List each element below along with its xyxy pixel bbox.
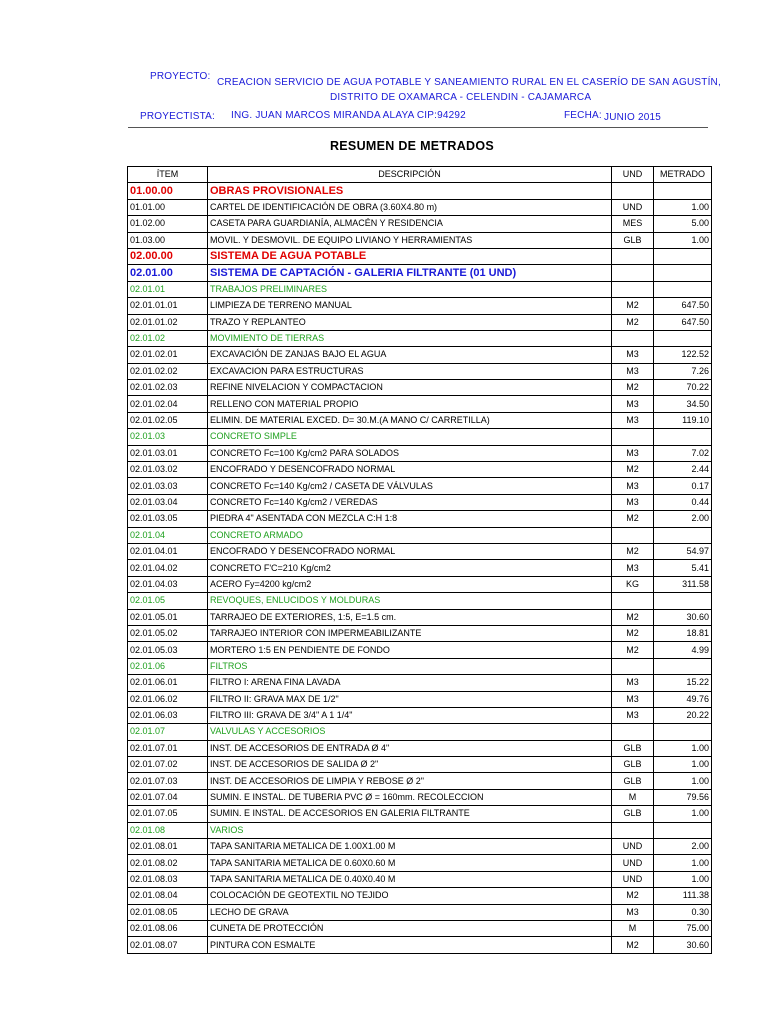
table-row	[128, 675, 712, 691]
cell-und: M3	[612, 445, 654, 461]
cell-item: 02.01.04.02	[128, 560, 208, 576]
cell-item: 02.01.05.01	[128, 609, 208, 625]
cell-descripcion: SISTEMA DE AGUA POTABLE	[208, 248, 612, 264]
table-row	[128, 691, 712, 707]
table-row	[128, 281, 712, 297]
cell-item: 02.01.03	[128, 429, 208, 445]
table-row	[128, 478, 712, 494]
cell-und	[612, 822, 654, 838]
cell-item: 02.01.04.01	[128, 543, 208, 559]
cell-item: 02.01.03.01	[128, 445, 208, 461]
table-row	[128, 937, 712, 953]
cell-item: 02.01.06	[128, 658, 208, 674]
cell-descripcion: FILTRO III: GRAVA DE 3/4" A 1 1/4"	[208, 707, 612, 723]
table-row	[128, 494, 712, 510]
table-row	[128, 232, 712, 248]
cell-descripcion: SISTEMA DE CAPTACIÓN - GALERIA FILTRANTE (01 UND)	[208, 265, 612, 281]
cell-und: M	[612, 920, 654, 936]
table-row	[128, 920, 712, 936]
cell-item: 02.01.05.03	[128, 642, 208, 658]
cell-metrado: 30.60	[654, 609, 712, 625]
cell-metrado	[654, 527, 712, 543]
cell-descripcion: RELLENO CON MATERIAL PROPIO	[208, 396, 612, 412]
table-row	[128, 625, 712, 641]
cell-item: 02.01.07.05	[128, 806, 208, 822]
cell-descripcion: REVOQUES, ENLUCIDOS Y MOLDURAS	[208, 593, 612, 609]
cell-und	[612, 248, 654, 264]
cell-metrado: 1.00	[654, 740, 712, 756]
cell-und	[612, 658, 654, 674]
table-row	[128, 806, 712, 822]
header-divider	[128, 127, 708, 128]
cell-metrado: 20.22	[654, 707, 712, 723]
cell-item: 01.02.00	[128, 216, 208, 232]
cell-und: GLB	[612, 232, 654, 248]
cell-item: 02.01.01.01	[128, 298, 208, 314]
cell-metrado: 54.97	[654, 543, 712, 559]
cell-descripcion: INST. DE ACCESORIOS DE SALIDA Ø 2"	[208, 757, 612, 773]
cell-metrado	[654, 265, 712, 281]
cell-und: M2	[612, 511, 654, 527]
cell-und: M2	[612, 380, 654, 396]
fecha-label: FECHA:	[564, 110, 602, 121]
cell-descripcion: CASETA PARA GUARDIANÍA, ALMACÉN Y RESIDENCIA	[208, 216, 612, 232]
table-row	[128, 593, 712, 609]
cell-item: 01.00.00	[128, 183, 208, 199]
cell-und: GLB	[612, 773, 654, 789]
cell-item: 02.01.08.07	[128, 937, 208, 953]
cell-item: 02.01.02.02	[128, 363, 208, 379]
cell-descripcion: TARRAJEO DE EXTERIORES, 1:5, E=1.5 cm.	[208, 609, 612, 625]
cell-und: M2	[612, 462, 654, 478]
table-row	[128, 839, 712, 855]
cell-metrado: 111.38	[654, 888, 712, 904]
cell-und: M3	[612, 412, 654, 428]
cell-metrado: 647.50	[654, 314, 712, 330]
cell-und: UND	[612, 871, 654, 887]
table-row	[128, 707, 712, 723]
cell-descripcion: EXCAVACIÓN DE ZANJAS BAJO EL AGUA	[208, 347, 612, 363]
column-header-item: ÍTEM	[128, 167, 208, 183]
proyectista-label: PROYECTISTA:	[140, 111, 216, 122]
cell-descripcion: ELIMIN. DE MATERIAL EXCED. D= 30.M.(A MANO C/ CARRETILLA)	[208, 412, 612, 428]
cell-item: 02.01.08.02	[128, 855, 208, 871]
column-header-und: UND	[612, 167, 654, 183]
cell-metrado: 1.00	[654, 773, 712, 789]
cell-metrado: 75.00	[654, 920, 712, 936]
table-row	[128, 724, 712, 740]
cell-und: M2	[612, 625, 654, 641]
table-row	[128, 527, 712, 543]
table-row	[128, 822, 712, 838]
cell-und: M3	[612, 707, 654, 723]
cell-und: M	[612, 789, 654, 805]
cell-item: 02.01.08.04	[128, 888, 208, 904]
cell-item: 02.01.06.02	[128, 691, 208, 707]
table-row	[128, 773, 712, 789]
table-row	[128, 789, 712, 805]
cell-metrado: 1.00	[654, 757, 712, 773]
cell-item: 02.01.01	[128, 281, 208, 297]
cell-descripcion: REFINE NIVELACION Y COMPACTACION	[208, 380, 612, 396]
cell-metrado: 311.58	[654, 576, 712, 592]
cell-descripcion: PIEDRA 4" ASENTADA CON MEZCLA C:H 1:8	[208, 511, 612, 527]
cell-und: MES	[612, 216, 654, 232]
cell-item: 02.01.08.06	[128, 920, 208, 936]
cell-metrado: 7.02	[654, 445, 712, 461]
cell-und: UND	[612, 855, 654, 871]
cell-item: 02.01.07.01	[128, 740, 208, 756]
document-title: RESUMEN DE METRADOS	[329, 139, 495, 153]
cell-metrado: 15.22	[654, 675, 712, 691]
cell-metrado: 0.17	[654, 478, 712, 494]
cell-und	[612, 593, 654, 609]
table-row	[128, 265, 712, 281]
cell-descripcion: ACERO Fy=4200 kg/cm2	[208, 576, 612, 592]
cell-metrado: 647.50	[654, 298, 712, 314]
cell-und: KG	[612, 576, 654, 592]
cell-metrado: 1.00	[654, 871, 712, 887]
cell-und: M2	[612, 298, 654, 314]
cell-und: M2	[612, 314, 654, 330]
table-row	[128, 412, 712, 428]
cell-descripcion: TRABAJOS PRELIMINARES	[208, 281, 612, 297]
cell-und: M3	[612, 675, 654, 691]
cell-item: 02.01.06.03	[128, 707, 208, 723]
cell-metrado: 30.60	[654, 937, 712, 953]
cell-metrado: 1.00	[654, 232, 712, 248]
table-row	[128, 216, 712, 232]
cell-und: GLB	[612, 740, 654, 756]
table-row	[128, 642, 712, 658]
cell-und	[612, 330, 654, 346]
cell-descripcion: CONCRETO SIMPLE	[208, 429, 612, 445]
cell-descripcion: EXCAVACION PARA ESTRUCTURAS	[208, 363, 612, 379]
cell-item: 02.01.07.04	[128, 789, 208, 805]
cell-item: 02.01.02	[128, 330, 208, 346]
cell-descripcion: SUMIN. E INSTAL. DE TUBERIA PVC Ø = 160mm. RECOLECCION	[208, 789, 612, 805]
cell-item: 02.01.04	[128, 527, 208, 543]
cell-und: M3	[612, 904, 654, 920]
cell-descripcion: FILTROS	[208, 658, 612, 674]
cell-metrado	[654, 429, 712, 445]
cell-und: M2	[612, 609, 654, 625]
table-row	[128, 429, 712, 445]
cell-item: 02.01.08	[128, 822, 208, 838]
cell-descripcion: CONCRETO ARMADO	[208, 527, 612, 543]
cell-und	[612, 429, 654, 445]
table-row	[128, 576, 712, 592]
cell-und: M3	[612, 363, 654, 379]
table-row	[128, 462, 712, 478]
cell-descripcion: LIMPIEZA DE TERRENO MANUAL	[208, 298, 612, 314]
cell-descripcion: MOVIL. Y DESMOVIL. DE EQUIPO LIVIANO Y HERRAMIENTAS	[208, 232, 612, 248]
cell-metrado: 122.52	[654, 347, 712, 363]
cell-metrado: 34.50	[654, 396, 712, 412]
cell-item: 02.01.02.03	[128, 380, 208, 396]
cell-und	[612, 281, 654, 297]
cell-descripcion: CONCRETO Fc=140 Kg/cm2 / CASETA DE VÁLVULAS	[208, 478, 612, 494]
cell-descripcion: MORTERO 1:5 EN PENDIENTE DE FONDO	[208, 642, 612, 658]
cell-metrado: 5.00	[654, 216, 712, 232]
cell-descripcion: SUMIN. E INSTAL. DE ACCESORIOS EN GALERIA FILTRANTE	[208, 806, 612, 822]
cell-item: 02.01.01.02	[128, 314, 208, 330]
cell-descripcion: TAPA SANITARIA METALICA DE 1.00X1.00 M	[208, 839, 612, 855]
cell-item: 02.01.08.01	[128, 839, 208, 855]
table-body	[128, 183, 712, 953]
cell-descripcion: TRAZO Y REPLANTEO	[208, 314, 612, 330]
cell-metrado: 7.26	[654, 363, 712, 379]
cell-metrado: 18.81	[654, 625, 712, 641]
cell-und: M3	[612, 347, 654, 363]
table-row	[128, 363, 712, 379]
table-row	[128, 740, 712, 756]
proyecto-label: PROYECTO:	[150, 71, 211, 82]
cell-descripcion: FILTRO I: ARENA FINA LAVADA	[208, 675, 612, 691]
cell-descripcion: VALVULAS Y ACCESORIOS	[208, 724, 612, 740]
cell-metrado	[654, 330, 712, 346]
table-row	[128, 248, 712, 264]
cell-metrado	[654, 183, 712, 199]
cell-und: UND	[612, 199, 654, 215]
cell-und: M3	[612, 478, 654, 494]
table-row	[128, 314, 712, 330]
cell-metrado	[654, 593, 712, 609]
cell-und: M3	[612, 560, 654, 576]
cell-metrado: 1.00	[654, 806, 712, 822]
table-row	[128, 871, 712, 887]
cell-item: 02.01.03.02	[128, 462, 208, 478]
table-row	[128, 560, 712, 576]
table-row	[128, 855, 712, 871]
cell-descripcion: CONCRETO Fc=100 Kg/cm2 PARA SOLADOS	[208, 445, 612, 461]
cell-item: 02.01.02.04	[128, 396, 208, 412]
cell-metrado	[654, 658, 712, 674]
cell-descripcion: CUNETA DE PROTECCIÓN	[208, 920, 612, 936]
table-row	[128, 330, 712, 346]
table-row	[128, 888, 712, 904]
column-header-metrado: METRADO	[654, 167, 712, 183]
cell-item: 02.01.02.01	[128, 347, 208, 363]
cell-und	[612, 183, 654, 199]
cell-item: 01.03.00	[128, 232, 208, 248]
cell-item: 02.01.04.03	[128, 576, 208, 592]
cell-und	[612, 265, 654, 281]
cell-item: 02.01.02.05	[128, 412, 208, 428]
cell-descripcion: INST. DE ACCESORIOS DE ENTRADA Ø 4"	[208, 740, 612, 756]
cell-descripcion: CONCRETO Fc=140 Kg/cm2 / VEREDAS	[208, 494, 612, 510]
cell-item: 02.01.05.02	[128, 625, 208, 641]
cell-descripcion: ENCOFRADO Y DESENCOFRADO NORMAL	[208, 543, 612, 559]
cell-und: M3	[612, 691, 654, 707]
cell-item: 01.01.00	[128, 199, 208, 215]
proyecto-line2: DISTRITO DE OXAMARCA - CELENDIN - CAJAMARCA	[330, 92, 592, 103]
cell-item: 02.01.08.03	[128, 871, 208, 887]
cell-descripcion: MOVIMIENTO DE TIERRAS	[208, 330, 612, 346]
cell-metrado: 5.41	[654, 560, 712, 576]
cell-item: 02.01.07.02	[128, 757, 208, 773]
cell-descripcion: PINTURA CON ESMALTE	[208, 937, 612, 953]
cell-descripcion: ENCOFRADO Y DESENCOFRADO NORMAL	[208, 462, 612, 478]
cell-descripcion: INST. DE ACCESORIOS DE LIMPIA Y REBOSE Ø 2"	[208, 773, 612, 789]
cell-item: 02.01.03.04	[128, 494, 208, 510]
table-row	[128, 445, 712, 461]
cell-metrado	[654, 724, 712, 740]
cell-und	[612, 724, 654, 740]
table-row	[128, 380, 712, 396]
cell-metrado: 0.44	[654, 494, 712, 510]
cell-item: 02.01.06.01	[128, 675, 208, 691]
cell-descripcion: TAPA SANITARIA METALICA DE 0.60X0.60 M	[208, 855, 612, 871]
column-header-descripcion: DESCRIPCIÓN	[208, 167, 612, 183]
cell-und: M2	[612, 543, 654, 559]
proyectista-value: ING. JUAN MARCOS MIRANDA ALAYA CIP:94292	[231, 110, 466, 121]
cell-metrado	[654, 822, 712, 838]
fecha-value: JUNIO 2015	[604, 112, 662, 123]
cell-descripcion: CONCRETO F'C=210 Kg/cm2	[208, 560, 612, 576]
cell-descripcion: FILTRO II: GRAVA MAX DE 1/2"	[208, 691, 612, 707]
cell-und: GLB	[612, 757, 654, 773]
table-row	[128, 347, 712, 363]
cell-und: M3	[612, 494, 654, 510]
cell-item: 02.01.08.05	[128, 904, 208, 920]
cell-descripcion: OBRAS PROVISIONALES	[208, 183, 612, 199]
table-header-row	[128, 167, 712, 183]
proyecto-line1: CREACION SERVICIO DE AGUA POTABLE Y SANEAMIENTO RURAL EN EL CASERÍO DE SAN AGUSTÍN,	[217, 77, 721, 88]
cell-metrado: 119.10	[654, 412, 712, 428]
metrados-table	[127, 166, 712, 954]
cell-metrado: 1.00	[654, 199, 712, 215]
cell-und: M2	[612, 937, 654, 953]
cell-item: 02.01.07.03	[128, 773, 208, 789]
table-row	[128, 609, 712, 625]
cell-metrado	[654, 281, 712, 297]
cell-metrado: 1.00	[654, 855, 712, 871]
cell-metrado	[654, 248, 712, 264]
cell-metrado: 2.44	[654, 462, 712, 478]
cell-descripcion: COLOCACIÓN DE GEOTEXTIL NO TEJIDO	[208, 888, 612, 904]
table-row	[128, 396, 712, 412]
table-row	[128, 658, 712, 674]
cell-und	[612, 527, 654, 543]
cell-und: UND	[612, 839, 654, 855]
cell-metrado: 0.30	[654, 904, 712, 920]
cell-descripcion: VARIOS	[208, 822, 612, 838]
cell-metrado: 79.56	[654, 789, 712, 805]
cell-descripcion: TARRAJEO INTERIOR CON IMPERMEABILIZANTE	[208, 625, 612, 641]
table-row	[128, 757, 712, 773]
cell-und: GLB	[612, 806, 654, 822]
cell-metrado: 2.00	[654, 511, 712, 527]
cell-metrado: 2.00	[654, 839, 712, 855]
cell-descripcion: TAPA SANITARIA METALICA DE 0.40X0.40 M	[208, 871, 612, 887]
table-row	[128, 298, 712, 314]
table-row	[128, 904, 712, 920]
cell-item: 02.01.00	[128, 265, 208, 281]
table-row	[128, 183, 712, 199]
cell-descripcion: LECHO DE GRAVA	[208, 904, 612, 920]
cell-item: 02.01.03.05	[128, 511, 208, 527]
cell-und: M2	[612, 888, 654, 904]
cell-metrado: 70.22	[654, 380, 712, 396]
cell-metrado: 4.99	[654, 642, 712, 658]
cell-und: M3	[612, 396, 654, 412]
cell-metrado: 49.76	[654, 691, 712, 707]
table-row	[128, 543, 712, 559]
cell-und: M2	[612, 642, 654, 658]
cell-item: 02.01.07	[128, 724, 208, 740]
cell-item: 02.00.00	[128, 248, 208, 264]
cell-item: 02.01.05	[128, 593, 208, 609]
table-row	[128, 511, 712, 527]
cell-item: 02.01.03.03	[128, 478, 208, 494]
table-row	[128, 199, 712, 215]
cell-descripcion: CARTEL DE IDENTIFICACIÓN DE OBRA (3.60X4.80 m)	[208, 199, 612, 215]
